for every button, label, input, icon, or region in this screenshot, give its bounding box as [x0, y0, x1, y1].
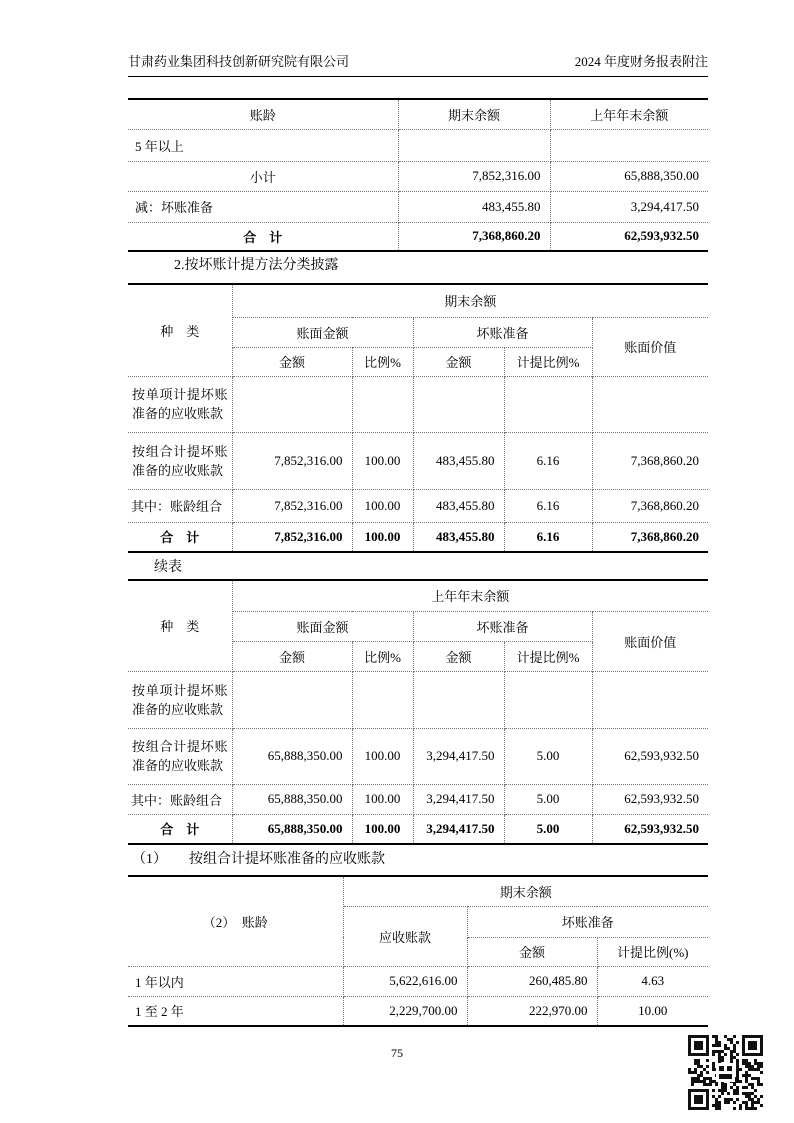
value-cell: 7,852,316.00 [232, 522, 352, 552]
column-header-category: 种 类 [128, 580, 232, 671]
column-header-closing: 期末余额 [398, 99, 550, 129]
row-label: 合 计 [128, 522, 232, 552]
column-header-provision-ratio: 计提比例(%) [597, 937, 708, 966]
value-cell [550, 129, 708, 161]
value-cell: 62,593,932.50 [550, 222, 708, 251]
provision-method-table-current [128, 283, 708, 553]
row-label: 1 年以内 [128, 966, 343, 996]
portfolio-aging-table [128, 875, 708, 1027]
table-row [128, 191, 708, 222]
value-cell [592, 671, 708, 728]
value-cell: 6.16 [504, 489, 592, 522]
value-cell: 222,970.00 [467, 996, 597, 1026]
value-cell: 3,294,417.50 [413, 814, 504, 844]
value-cell: 6.16 [504, 432, 592, 489]
column-header-aging: （2） 账龄 [128, 876, 343, 966]
value-cell: 100.00 [352, 522, 413, 552]
value-cell [413, 671, 504, 728]
note-number: （1） [132, 852, 167, 867]
column-header-amount: 金额 [232, 347, 352, 376]
row-label: 按组合计提坏账准备的应收账款 [128, 432, 232, 489]
table-row [128, 876, 708, 906]
row-label: 其中：账龄组合 [128, 784, 232, 814]
value-cell [232, 671, 352, 728]
table-row [128, 129, 708, 161]
table-row [128, 966, 708, 996]
value-cell: 7,852,316.00 [232, 489, 352, 522]
aging-summary-table [128, 98, 708, 252]
provision-method-table-prior [128, 579, 708, 845]
note-text: 按组合计提坏账准备的应收账款 [189, 852, 385, 867]
column-header-ratio: 比例% [352, 641, 413, 671]
value-cell [413, 376, 504, 432]
value-cell: 5.00 [504, 784, 592, 814]
value-cell: 6.16 [504, 522, 592, 552]
table-row [128, 161, 708, 191]
qr-code [688, 1035, 763, 1110]
column-header-provision-ratio: 计提比例% [504, 641, 592, 671]
table-row [128, 284, 708, 317]
column-header-amount: 金额 [232, 641, 352, 671]
row-label: 按组合计提坏账准备的应收账款 [128, 728, 232, 784]
value-cell: 5.00 [504, 728, 592, 784]
value-cell: 3,294,417.50 [413, 784, 504, 814]
total-row [128, 522, 708, 552]
table-row [128, 580, 708, 611]
row-label: 按单项计提坏账准备的应收账款 [128, 671, 232, 728]
row-label: 减：坏账准备 [128, 191, 398, 222]
value-cell: 100.00 [352, 432, 413, 489]
column-header-ratio: 比例% [352, 347, 413, 376]
value-cell: 7,368,860.20 [592, 489, 708, 522]
row-label: 合 计 [128, 222, 398, 251]
column-header-amount: 金额 [413, 347, 504, 376]
column-header-provision-ratio: 计提比例% [504, 347, 592, 376]
row-label: 小计 [128, 161, 398, 191]
value-cell: 7,368,860.20 [398, 222, 550, 251]
column-header-period: 期末余额 [232, 284, 708, 317]
value-cell: 65,888,350.00 [550, 161, 708, 191]
value-cell: 65,888,350.00 [232, 728, 352, 784]
column-header-category: 种 类 [128, 284, 232, 376]
table-row [128, 728, 708, 784]
value-cell [398, 129, 550, 161]
column-header-book-amount: 账面金额 [232, 317, 413, 347]
value-cell [504, 671, 592, 728]
column-header-book-amount: 账面金额 [232, 611, 413, 641]
table-row [128, 671, 708, 728]
table-row [128, 376, 708, 432]
value-cell [352, 671, 413, 728]
column-header-period: 期末余额 [343, 876, 708, 906]
table-row [128, 489, 708, 522]
column-header-amount: 金额 [467, 937, 597, 966]
table-row [128, 784, 708, 814]
table-row [128, 99, 708, 129]
row-label: 1 至 2 年 [128, 996, 343, 1026]
value-cell: 65,888,350.00 [232, 814, 352, 844]
value-cell: 100.00 [352, 814, 413, 844]
column-header-prior: 上年年末余额 [550, 99, 708, 129]
column-header-aging: 账龄 [128, 99, 398, 129]
value-cell [232, 376, 352, 432]
column-header-book-value: 账面价值 [592, 611, 708, 671]
value-cell: 2,229,700.00 [343, 996, 467, 1026]
table-row [128, 996, 708, 1026]
value-cell [352, 376, 413, 432]
value-cell: 7,852,316.00 [398, 161, 550, 191]
value-cell: 100.00 [352, 784, 413, 814]
value-cell: 65,888,350.00 [232, 784, 352, 814]
value-cell: 5.00 [504, 814, 592, 844]
column-header-book-value: 账面价值 [592, 317, 708, 376]
column-header-amount: 金额 [413, 641, 504, 671]
value-cell: 10.00 [597, 996, 708, 1026]
row-label: 其中：账龄组合 [128, 489, 232, 522]
total-row [128, 222, 708, 251]
value-cell: 483,455.80 [413, 522, 504, 552]
page-header [128, 54, 708, 77]
column-header-bad-debt: 坏账准备 [467, 906, 708, 937]
section-heading: 2.按坏账计提方法分类披露 [174, 258, 339, 273]
value-cell: 483,455.80 [413, 489, 504, 522]
value-cell: 100.00 [352, 728, 413, 784]
value-cell: 7,368,860.20 [592, 522, 708, 552]
continuation-label: 续表 [154, 560, 182, 575]
value-cell: 3,294,417.50 [413, 728, 504, 784]
row-label: 合 计 [128, 814, 232, 844]
row-label: 5 年以上 [128, 129, 398, 161]
value-cell: 7,852,316.00 [232, 432, 352, 489]
value-cell: 100.00 [352, 489, 413, 522]
value-cell: 62,593,932.50 [592, 728, 708, 784]
value-cell: 62,593,932.50 [592, 784, 708, 814]
value-cell [504, 376, 592, 432]
table-row [128, 432, 708, 489]
value-cell: 62,593,932.50 [592, 814, 708, 844]
page-number: 75 [391, 1046, 403, 1060]
column-header-bad-debt: 坏账准备 [413, 611, 592, 641]
value-cell: 7,368,860.20 [592, 432, 708, 489]
value-cell: 483,455.80 [413, 432, 504, 489]
value-cell: 4.63 [597, 966, 708, 996]
note-1 [128, 851, 712, 868]
report-title: 2024 年度财务报表附注 [574, 54, 708, 69]
column-header-bad-debt: 坏账准备 [413, 317, 592, 347]
value-cell: 483,455.80 [398, 191, 550, 222]
value-cell [592, 376, 708, 432]
row-label: 按单项计提坏账准备的应收账款 [128, 376, 232, 432]
column-header-period: 上年年末余额 [232, 580, 708, 611]
total-row [128, 814, 708, 844]
company-name: 甘肃药业集团科技创新研究院有限公司 [128, 54, 350, 69]
value-cell: 3,294,417.50 [550, 191, 708, 222]
value-cell: 260,485.80 [467, 966, 597, 996]
value-cell: 5,622,616.00 [343, 966, 467, 996]
column-header-receivable: 应收账款 [343, 906, 467, 966]
